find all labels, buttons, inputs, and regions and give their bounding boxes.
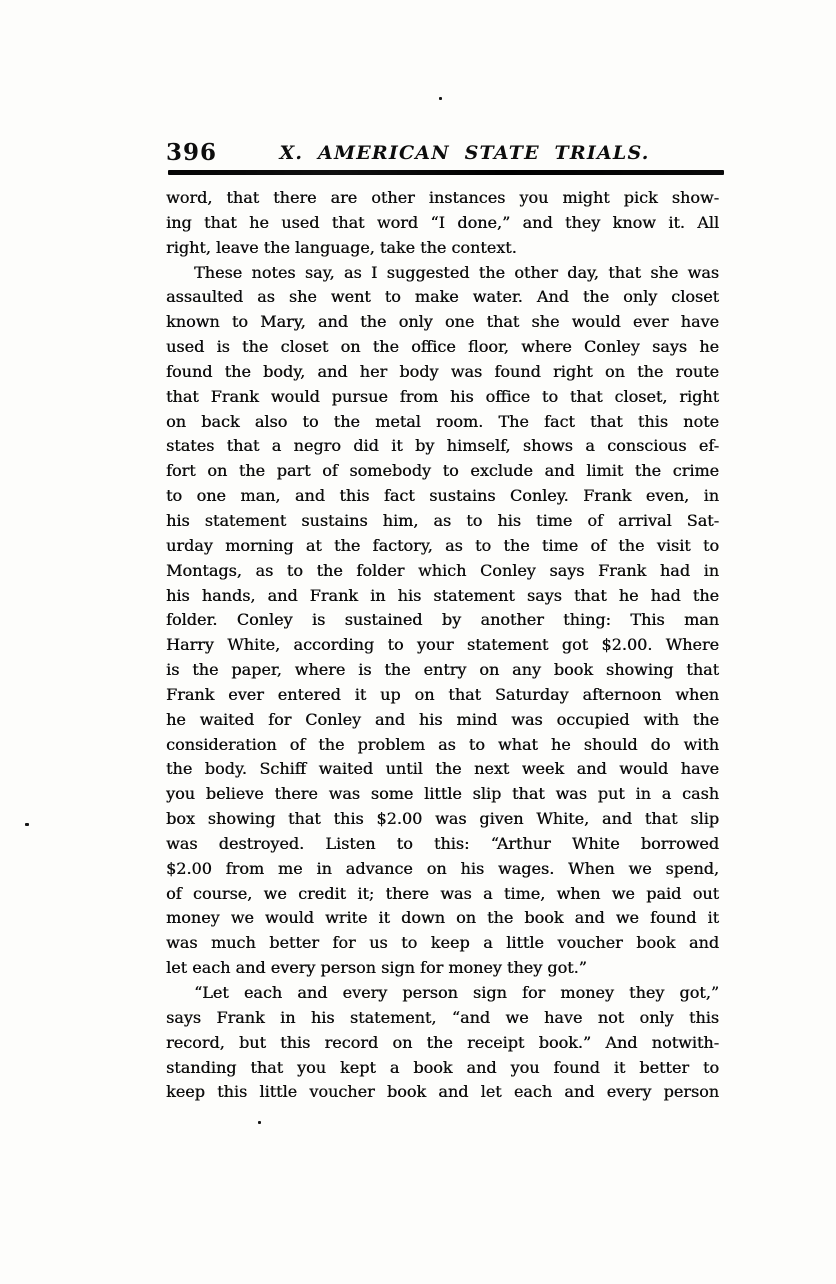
text-line: his hands, and Frank in his statement says that he had the xyxy=(166,585,719,605)
text-line: Frank ever entered it up on that Saturday afternoon when xyxy=(166,684,719,704)
text-line: his statement sustains him, as to his time of arrival Sat- xyxy=(166,510,719,530)
paragraph xyxy=(166,981,719,1105)
text-line: $2.00 from me in advance on his wages. When we spend, xyxy=(166,858,719,878)
text-line: to one man, and this fact sustains Conley. Frank even, in xyxy=(166,486,719,506)
text-line: right, leave the language, take the context. xyxy=(166,237,517,257)
text-line: is the paper, where is the entry on any book showing that xyxy=(166,660,719,680)
text-line: ing that he used that word “I done,” and they know it. All xyxy=(166,212,719,232)
running-head-title: X. AMERICAN STATE TRIALS. xyxy=(279,142,650,164)
running-header xyxy=(166,138,723,168)
paragraph xyxy=(166,261,719,981)
text-line: he waited for Conley and his mind was occupied with the xyxy=(166,709,719,729)
text-line: fort on the part of somebody to exclude and limit the crime xyxy=(166,461,719,481)
text-line: record, but this record on the receipt book.” And notwith- xyxy=(166,1032,719,1052)
text-line: states that a negro did it by himself, shows a conscious ef- xyxy=(166,436,719,456)
text-line: used is the closet on the office floor, where Conley says he xyxy=(166,337,719,357)
page-body xyxy=(166,186,719,1105)
paragraph xyxy=(166,186,719,261)
header-rule xyxy=(168,170,724,175)
text-line: was destroyed. Listen to this: “Arthur White borrowed xyxy=(166,833,719,853)
text-line: that Frank would pursue from his office to that closet, right xyxy=(166,386,719,406)
text-line: “Let each and every person sign for money they got,” xyxy=(194,983,719,1002)
text-line: standing that you kept a book and you found it better to xyxy=(166,1057,719,1077)
text-line: assaulted as she went to make water. And the only closet xyxy=(166,287,719,307)
text-line: Montags, as to the folder which Conley says Frank had in xyxy=(166,560,719,580)
text-line: the body. Schiff waited until the next week and would have xyxy=(166,759,719,779)
text-line: consideration of the problem as to what he should do with xyxy=(166,734,719,754)
text-line: was much better for us to keep a little voucher book and xyxy=(166,933,719,953)
text-line: box showing that this $2.00 was given White, and that slip xyxy=(166,809,719,829)
text-line: let each and every person sign for money they got.” xyxy=(166,958,587,978)
text-line: known to Mary, and the only one that she would ever have xyxy=(166,312,719,332)
text-line: of course, we credit it; there was a time, when we paid out xyxy=(166,883,719,903)
text-line: These notes say, as I suggested the other day, that she was xyxy=(194,262,719,282)
ink-speck xyxy=(439,97,442,100)
text-line: word, that there are other instances you might pick show- xyxy=(166,188,719,207)
text-line: keep this little voucher book and let each and every person xyxy=(166,1082,719,1102)
ink-speck xyxy=(25,823,29,826)
text-line: urday morning at the factory, as to the time of the visit to xyxy=(166,535,719,555)
ink-speck xyxy=(258,1121,261,1124)
text-line: found the body, and her body was found right on the route xyxy=(166,361,719,381)
text-line: money we would write it down on the book and we found it xyxy=(166,908,719,928)
text-line: says Frank in his statement, “and we have not only this xyxy=(166,1007,719,1027)
page-number: 396 xyxy=(166,139,218,166)
text-line: you believe there was some little slip that was put in a cash xyxy=(166,784,719,804)
text-line: on back also to the metal room. The fact that this note xyxy=(166,411,719,431)
text-line: Harry White, according to your statement got $2.00. Where xyxy=(166,635,719,655)
text-line: folder. Conley is sustained by another thing: This man xyxy=(166,610,719,630)
